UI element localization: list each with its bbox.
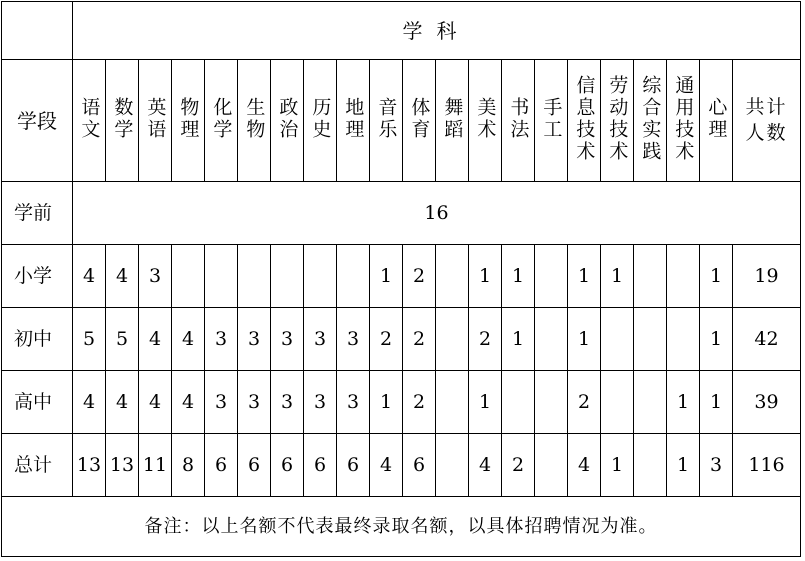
table-cell <box>337 245 370 308</box>
subject-header-cell <box>106 60 139 182</box>
subject-header-cell <box>700 60 733 182</box>
subject-header-label: 通用技术 <box>672 74 695 163</box>
table-cell: 5 <box>73 308 106 371</box>
table-cell: 4 <box>73 371 106 434</box>
subject-header-label: 地理 <box>342 96 365 141</box>
table-cell: 3 <box>337 371 370 434</box>
table-cell: 1 <box>568 245 601 308</box>
subject-header-cell <box>73 60 106 182</box>
table-cell <box>634 308 667 371</box>
table-row <box>2 182 801 245</box>
table-cell <box>601 308 634 371</box>
stage-label: 总计 <box>2 434 73 497</box>
table-cell: 3 <box>205 371 238 434</box>
table-cell: 1 <box>667 371 700 434</box>
table-cell: 1 <box>469 245 502 308</box>
table-cell: 1 <box>502 245 535 308</box>
subject-header-cell <box>535 60 568 182</box>
table-cell: 4 <box>73 245 106 308</box>
table-cell: 1 <box>700 371 733 434</box>
table-cell <box>502 371 535 434</box>
stage-label: 学前 <box>2 182 73 245</box>
subject-header-label: 语文 <box>78 96 101 141</box>
subject-header-label: 数学 <box>111 96 134 141</box>
table-cell: 4 <box>172 371 205 434</box>
subject-header-label: 音乐 <box>375 96 398 141</box>
stage-label: 初中 <box>2 308 73 371</box>
table-cell <box>601 371 634 434</box>
subject-header-label: 化学 <box>210 96 233 141</box>
table-cell <box>535 371 568 434</box>
header-row-top <box>2 2 801 60</box>
table-cell: 2 <box>568 371 601 434</box>
subject-header-cell <box>502 60 535 182</box>
total-column-header <box>733 60 801 182</box>
table-cell: 4 <box>106 245 139 308</box>
table-cell <box>304 245 337 308</box>
subject-header-label: 综合实践 <box>639 74 662 163</box>
table-cell: 3 <box>337 308 370 371</box>
table-cell: 3 <box>271 308 304 371</box>
footnote-text: 备注：以上名额不代表最终录取名额，以具体招聘情况为准。 <box>2 497 801 557</box>
table-cell: 3 <box>238 371 271 434</box>
table-cell <box>535 434 568 497</box>
table-row <box>2 245 801 308</box>
table-row <box>2 308 801 371</box>
subject-header-label: 心理 <box>705 96 728 141</box>
subject-header-cell <box>403 60 436 182</box>
subject-header-cell <box>568 60 601 182</box>
subject-header-label: 历史 <box>309 96 332 141</box>
table-cell: 2 <box>403 371 436 434</box>
table-row <box>2 434 801 497</box>
subject-header-cell <box>139 60 172 182</box>
table-cell <box>535 245 568 308</box>
table-cell: 11 <box>139 434 172 497</box>
table-cell: 1 <box>601 434 634 497</box>
subject-header-cell <box>238 60 271 182</box>
stage-label: 小学 <box>2 245 73 308</box>
subject-header-cell <box>436 60 469 182</box>
subject-header-cell <box>601 60 634 182</box>
table-cell <box>667 245 700 308</box>
table-cell <box>634 371 667 434</box>
table-cell: 4 <box>568 434 601 497</box>
subject-header-cell <box>370 60 403 182</box>
table-cell: 3 <box>304 371 337 434</box>
subject-header-label: 生物 <box>243 96 266 141</box>
table-cell: 1 <box>700 245 733 308</box>
table-cell <box>436 371 469 434</box>
subject-header-cell <box>304 60 337 182</box>
subject-header-cell <box>172 60 205 182</box>
subject-header-label: 物理 <box>177 96 200 141</box>
table-cell: 3 <box>139 245 172 308</box>
table-cell <box>238 245 271 308</box>
table-cell: 1 <box>667 434 700 497</box>
row-total-cell: 116 <box>733 434 801 497</box>
table-cell: 1 <box>502 308 535 371</box>
table-cell: 1 <box>700 308 733 371</box>
table-cell: 6 <box>304 434 337 497</box>
row-total-cell: 42 <box>733 308 801 371</box>
stage-header-blank <box>2 2 73 60</box>
table-cell <box>535 308 568 371</box>
table-cell: 1 <box>568 308 601 371</box>
table-cell <box>172 245 205 308</box>
table-cell <box>436 245 469 308</box>
subject-header-cell <box>634 60 667 182</box>
table-cell: 2 <box>403 245 436 308</box>
subject-header-cell <box>667 60 700 182</box>
table-cell: 3 <box>238 308 271 371</box>
subject-header-cell <box>205 60 238 182</box>
table-cell: 4 <box>469 434 502 497</box>
table-cell: 1 <box>469 371 502 434</box>
preschool-merged-total: 16 <box>73 182 801 245</box>
subject-header-label: 书法 <box>507 96 530 141</box>
table-cell: 3 <box>700 434 733 497</box>
table-cell: 3 <box>205 308 238 371</box>
total-column-label: 共计人数 <box>745 95 788 144</box>
table-cell: 6 <box>337 434 370 497</box>
subject-header-row <box>2 60 801 182</box>
subject-group-header: 学科 <box>73 2 801 60</box>
table-cell: 2 <box>502 434 535 497</box>
subject-header-label: 英语 <box>144 96 167 141</box>
table-cell: 4 <box>139 371 172 434</box>
subject-header-label: 劳动技术 <box>606 74 629 163</box>
table-cell: 6 <box>271 434 304 497</box>
table-cell: 2 <box>403 308 436 371</box>
table-cell: 4 <box>139 308 172 371</box>
table-cell <box>436 434 469 497</box>
stage-label: 高中 <box>2 371 73 434</box>
table-cell: 4 <box>106 371 139 434</box>
recruitment-table <box>1 1 801 557</box>
subject-header-label: 美术 <box>474 96 497 141</box>
table-cell <box>667 308 700 371</box>
table-cell: 3 <box>271 371 304 434</box>
table-cell: 13 <box>106 434 139 497</box>
row-total-cell: 39 <box>733 371 801 434</box>
table-cell: 6 <box>238 434 271 497</box>
note-row <box>2 497 801 557</box>
table-cell: 6 <box>403 434 436 497</box>
subject-header-cell <box>271 60 304 182</box>
stage-column-header: 学段 <box>2 60 73 182</box>
table-cell: 1 <box>370 245 403 308</box>
table-cell: 8 <box>172 434 205 497</box>
table-row <box>2 371 801 434</box>
row-total-cell: 19 <box>733 245 801 308</box>
table-cell <box>634 434 667 497</box>
table-cell: 13 <box>73 434 106 497</box>
table-cell <box>436 308 469 371</box>
table-cell: 2 <box>370 308 403 371</box>
table-cell <box>634 245 667 308</box>
subject-header-cell <box>469 60 502 182</box>
subject-header-label: 舞蹈 <box>441 96 464 141</box>
table-cell: 1 <box>601 245 634 308</box>
subject-header-label: 信息技术 <box>573 74 596 163</box>
table-cell: 4 <box>172 308 205 371</box>
subject-header-label: 手工 <box>540 96 563 141</box>
table-cell: 5 <box>106 308 139 371</box>
table-cell: 3 <box>304 308 337 371</box>
table-cell <box>205 245 238 308</box>
table-cell: 4 <box>370 434 403 497</box>
table-cell <box>271 245 304 308</box>
table-cell: 1 <box>370 371 403 434</box>
table-cell: 2 <box>469 308 502 371</box>
subject-header-label: 政治 <box>276 96 299 141</box>
subject-header-label: 体育 <box>408 96 431 141</box>
subject-header-cell <box>337 60 370 182</box>
table-cell: 6 <box>205 434 238 497</box>
